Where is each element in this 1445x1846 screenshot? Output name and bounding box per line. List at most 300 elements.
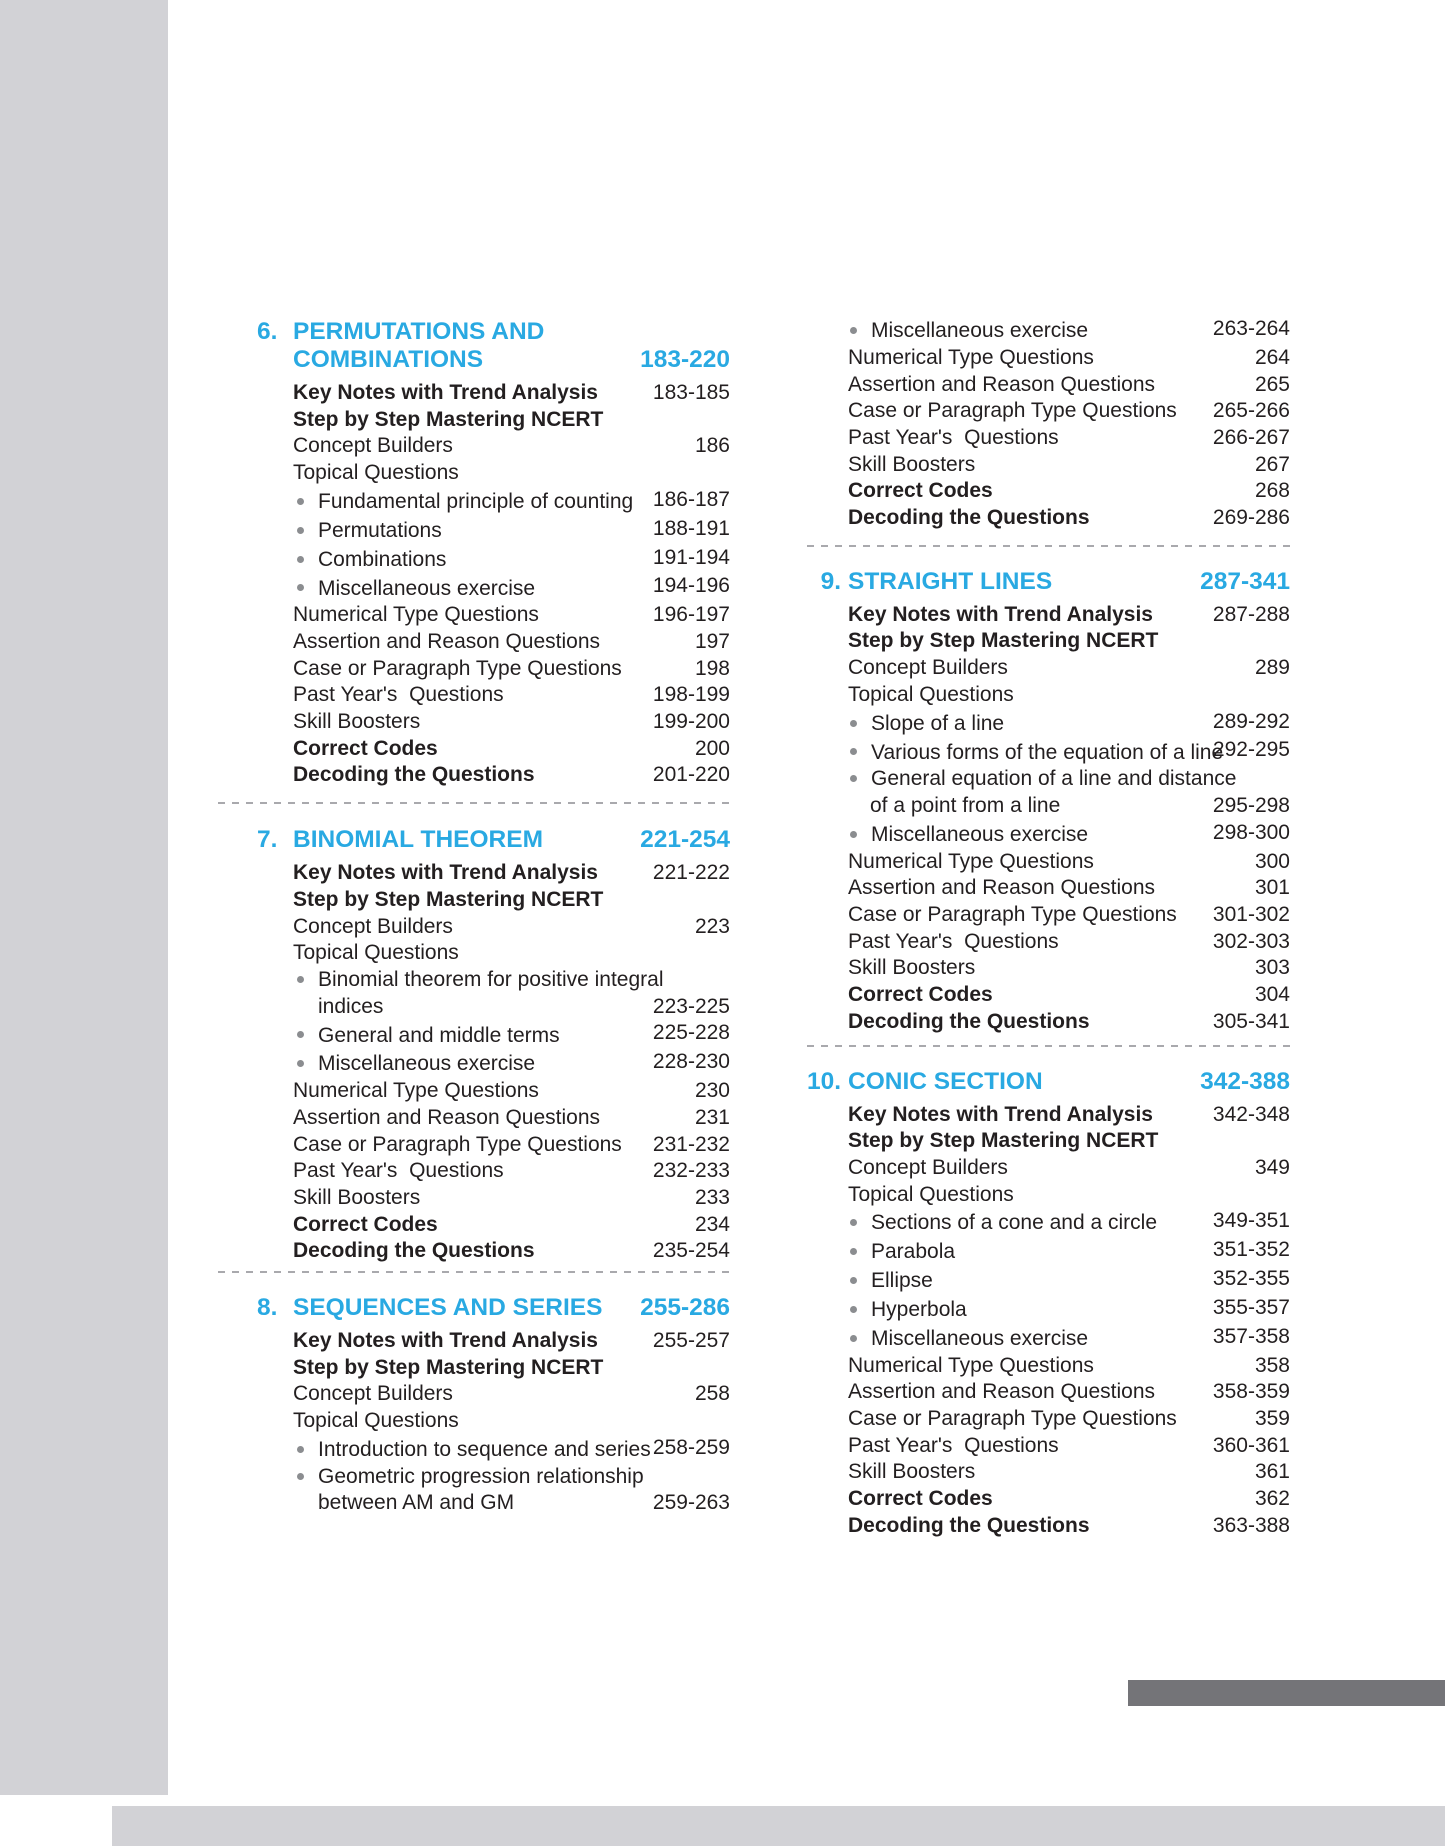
toc-item-label: Past Year's Questions: [848, 425, 1059, 449]
toc-item-label: Miscellaneous exercise: [871, 822, 1089, 846]
bullet-icon: [850, 1219, 857, 1226]
toc-item-pages: 300: [1254, 849, 1290, 873]
column-right: [807, 0, 1290, 1540]
toc-item: [293, 736, 730, 763]
toc-item: [293, 1185, 730, 1212]
section-heading: [807, 1068, 1290, 1096]
section-number: 6.: [257, 318, 278, 345]
toc-item-label-wrap: [850, 822, 1088, 849]
toc-item-pages: 362: [1254, 1487, 1290, 1511]
toc-item: [848, 1155, 1290, 1182]
section-heading: [218, 1294, 730, 1322]
footer-accent-bar: [1128, 1680, 1445, 1706]
toc-item: [848, 849, 1290, 876]
toc-section: [807, 568, 1290, 1036]
toc-item-pages: 234: [694, 1212, 730, 1236]
toc-item-label-wrap: [848, 1433, 1059, 1460]
toc-item-label-wrap: [293, 380, 598, 407]
toc-item-label: Topical Questions: [293, 461, 459, 485]
toc-item: [848, 766, 1290, 793]
toc-item-label: Past Year's Questions: [848, 1433, 1059, 1457]
toc-item-label-wrap: [848, 929, 1059, 956]
toc-item: [848, 1353, 1290, 1380]
toc-item-pages: 258-259: [652, 1435, 730, 1459]
section-items: [218, 860, 730, 1265]
toc-item: [848, 1486, 1290, 1513]
toc-item-label: Numerical Type Questions: [848, 849, 1094, 873]
section-pages: 342-388: [1200, 1067, 1290, 1095]
toc-item-label: Miscellaneous exercise: [318, 1052, 536, 1076]
toc-item-label: Topical Questions: [293, 1409, 459, 1433]
toc-item-pages: 360-361: [1212, 1433, 1290, 1457]
toc-item-pages: 188-191: [652, 516, 730, 540]
toc-item-label-wrap: [293, 1185, 420, 1212]
toc-item-label: Key Notes with Trend Analysis: [293, 381, 598, 404]
toc-item-label: Binomial theorem for positive integral: [318, 967, 664, 991]
toc-item-label-wrap: [293, 656, 622, 683]
toc-item-label: Case or Paragraph Type Questions: [848, 1407, 1177, 1431]
toc-item-label: Numerical Type Questions: [848, 345, 1094, 369]
toc-item: [293, 380, 730, 407]
toc-item-pages: 301-302: [1212, 902, 1290, 926]
section-heading: [807, 568, 1290, 596]
toc-item-label: Skill Boosters: [848, 956, 976, 980]
section-number: 7.: [257, 826, 278, 854]
toc-item-pages: 349-351: [1212, 1209, 1290, 1233]
toc-item-label-wrap: [848, 345, 1094, 372]
toc-item: [293, 762, 730, 789]
toc-item-pages: 303: [1254, 956, 1290, 980]
toc-item-label-wrap: [318, 994, 383, 1021]
toc-item-label-wrap: [850, 1268, 933, 1295]
dashed-separator: [218, 1271, 730, 1273]
toc-item-label-wrap: [848, 902, 1177, 929]
toc-item-label: Decoding the Questions: [293, 1239, 535, 1263]
toc-item: [848, 1513, 1290, 1540]
toc-item-pages: 186: [694, 434, 730, 458]
section-items: [218, 1328, 730, 1517]
toc-item: [848, 1128, 1290, 1155]
toc-item-label: Past Year's Questions: [293, 1159, 504, 1183]
toc-item-label-wrap: [293, 1212, 438, 1239]
toc-item-label-wrap: [848, 602, 1153, 629]
section-heading: [218, 826, 730, 854]
section-title-lines: [293, 318, 730, 374]
toc-item-label: Skill Boosters: [293, 1185, 421, 1209]
toc-item-label-wrap: [848, 628, 1158, 655]
toc-item-pages: 269-286: [1212, 506, 1290, 530]
toc-item-pages: 201-220: [652, 763, 730, 787]
toc-item-label: Key Notes with Trend Analysis: [848, 1102, 1153, 1126]
toc-item-pages: 232-233: [652, 1159, 730, 1183]
toc-item-label: Correct Codes: [293, 1212, 438, 1236]
toc-item-pages: 186-187: [652, 487, 730, 511]
toc-item-pages: 358: [1254, 1353, 1290, 1377]
toc-item-label: Assertion and Reason Questions: [848, 1380, 1156, 1404]
bullet-icon: [297, 1473, 304, 1480]
toc-item-pages: 230: [694, 1079, 730, 1103]
toc-item-pages: 302-303: [1212, 929, 1290, 953]
toc-item-label-wrap: [848, 875, 1155, 902]
toc-item: [848, 929, 1290, 956]
toc-item-label-wrap: [850, 1326, 1088, 1353]
toc-item-pages: 259-263: [652, 1491, 730, 1515]
toc-item-pages: 198-199: [652, 683, 730, 707]
toc-item: [848, 398, 1290, 425]
toc-item: [870, 793, 1290, 820]
toc-section: [807, 1068, 1290, 1540]
toc-item: [293, 629, 730, 656]
toc-item-label-wrap: [848, 655, 1008, 682]
toc-item: [848, 452, 1290, 479]
toc-item-pages: 200: [694, 736, 730, 760]
toc-item: [848, 820, 1290, 849]
toc-item-pages: 265: [1254, 372, 1290, 396]
toc-item-pages: 198: [694, 656, 730, 680]
section-items: [807, 1102, 1290, 1540]
bullet-icon: [850, 831, 857, 838]
toc-item-label: Concept Builders: [848, 1155, 1008, 1179]
toc-item-pages: 351-352: [1212, 1238, 1290, 1262]
toc-item-label: Hyperbola: [871, 1298, 967, 1322]
toc-item: [293, 1049, 730, 1078]
toc-item-label-wrap: [293, 682, 504, 709]
section-title-lines: [293, 826, 730, 854]
toc-item-label: Assertion and Reason Questions: [293, 629, 601, 653]
toc-item-label-wrap: [293, 407, 603, 434]
toc-item-label-wrap: [297, 967, 664, 994]
toc-item: [848, 902, 1290, 929]
toc-item: [848, 1237, 1290, 1266]
toc-item-label-wrap: [293, 1238, 535, 1265]
section-title: BINOMIAL THEOREM: [293, 826, 543, 854]
toc-item: [848, 875, 1290, 902]
section-title-line: [293, 346, 730, 374]
toc-item-label: Case or Paragraph Type Questions: [293, 656, 622, 680]
toc-item: [848, 425, 1290, 452]
toc-item-label: Numerical Type Questions: [293, 603, 539, 627]
toc-item-pages: 357-358: [1212, 1324, 1290, 1348]
bullet-icon: [850, 1335, 857, 1342]
toc-item-label: Past Year's Questions: [848, 929, 1059, 953]
toc-item: [848, 1208, 1290, 1237]
toc-item-label: Miscellaneous exercise: [318, 576, 536, 600]
toc-item-label-wrap: [850, 1210, 1157, 1237]
toc-item-label: Key Notes with Trend Analysis: [848, 602, 1153, 626]
toc-item: [293, 860, 730, 887]
toc-item-pages: 264: [1254, 345, 1290, 369]
toc-item-pages: 361: [1254, 1460, 1290, 1484]
toc-item-label-wrap: [848, 982, 993, 1009]
toc-item-label: Step by Step Mastering NCERT: [848, 629, 1159, 653]
toc-item-label: of a point from a line: [870, 794, 1061, 818]
toc-item-label: Numerical Type Questions: [848, 1353, 1094, 1377]
toc-item-label: Step by Step Mastering NCERT: [293, 887, 604, 911]
toc-item: [293, 940, 730, 967]
toc-item-label: Step by Step Mastering NCERT: [848, 1129, 1159, 1153]
section-items: [218, 380, 730, 789]
bullet-icon: [850, 327, 857, 334]
toc-item-pages: 223: [694, 914, 730, 938]
section-items: [807, 316, 1290, 532]
toc-item-pages: 268: [1254, 479, 1290, 503]
toc-section: [218, 826, 730, 1265]
toc-item-label-wrap: [293, 1408, 459, 1435]
toc-item-label-wrap: [848, 478, 993, 505]
section-number: 9.: [820, 567, 841, 595]
toc-item-label: Skill Boosters: [848, 452, 976, 476]
toc-item-label-wrap: [848, 1486, 993, 1513]
toc-item: [848, 602, 1290, 629]
toc-item: [848, 1379, 1290, 1406]
toc-item-label-wrap: [870, 793, 1060, 820]
toc-item: [293, 1078, 730, 1105]
toc-item-label: Concept Builders: [293, 914, 453, 938]
toc-item-label-wrap: [850, 318, 1088, 345]
section-title: PERMUTATIONS AND: [293, 318, 545, 345]
toc-item-label-wrap: [293, 1078, 539, 1105]
toc-item-label-wrap: [848, 1459, 975, 1486]
section-title: STRAIGHT LINES: [848, 567, 1053, 595]
toc-item: [848, 982, 1290, 1009]
toc-item: [848, 345, 1290, 372]
toc-item: [293, 1435, 730, 1464]
toc-item: [848, 1295, 1290, 1324]
toc-item: [318, 994, 730, 1021]
toc-item-label: Topical Questions: [848, 682, 1014, 706]
toc-item: [848, 1266, 1290, 1295]
toc-item-pages: 228-230: [652, 1050, 730, 1074]
toc-item-label: Slope of a line: [871, 711, 1005, 735]
toc-item-label-wrap: [293, 1328, 598, 1355]
toc-item-label-wrap: [293, 602, 539, 629]
toc-item: [293, 573, 730, 602]
toc-item-label-wrap: [293, 762, 535, 789]
toc-item-pages: 231: [694, 1105, 730, 1129]
section-number: 10.: [806, 1067, 841, 1095]
toc-item-label-wrap: [293, 914, 453, 941]
toc-item-label-wrap: [297, 1023, 560, 1050]
toc-item-label-wrap: [850, 1297, 967, 1324]
section-pages: 221-254: [640, 826, 730, 854]
toc-item-label-wrap: [297, 576, 535, 603]
section-title: COMBINATIONS: [293, 346, 484, 373]
toc-item-label: Permutations: [318, 518, 442, 542]
toc-item: [293, 460, 730, 487]
toc-item: [848, 1406, 1290, 1433]
toc-item-label: Assertion and Reason Questions: [293, 1105, 601, 1129]
toc-item-label-wrap: [848, 452, 975, 479]
toc-item: [848, 737, 1290, 766]
toc-item-label: Step by Step Mastering NCERT: [293, 1355, 604, 1379]
toc-item-label: Topical Questions: [293, 941, 459, 965]
toc-item-pages: 301: [1254, 876, 1290, 900]
toc-item-label-wrap: [293, 1132, 622, 1159]
toc-item: [848, 655, 1290, 682]
toc-item-label-wrap: [293, 1355, 603, 1382]
toc-item-pages: 221-222: [652, 861, 730, 885]
toc-item: [848, 372, 1290, 399]
toc-section: [807, 316, 1290, 532]
toc-item-label: Decoding the Questions: [293, 763, 535, 787]
toc-item-label-wrap: [293, 860, 598, 887]
bullet-icon: [297, 498, 304, 505]
toc-item-pages: 298-300: [1212, 820, 1290, 844]
toc-item: [848, 505, 1290, 532]
toc-item: [293, 407, 730, 434]
toc-item-pages: 267: [1254, 452, 1290, 476]
toc-item-label: indices: [318, 994, 384, 1018]
toc-item-label: General equation of a line and distance: [871, 767, 1237, 791]
toc-item-label: Geometric progression relationship: [318, 1464, 644, 1488]
toc-item: [293, 656, 730, 683]
toc-item-label: Decoding the Questions: [848, 1513, 1090, 1537]
bullet-icon: [297, 1446, 304, 1453]
toc-item: [848, 316, 1290, 345]
left-margin-strip: [0, 0, 168, 1795]
section-number: 8.: [257, 1294, 278, 1322]
toc-item: [848, 682, 1290, 709]
bullet-icon: [850, 720, 857, 727]
toc-item-label: Correct Codes: [848, 1487, 993, 1511]
toc-item: [293, 433, 730, 460]
toc-item: [293, 1381, 730, 1408]
toc-item-label: Combinations: [318, 547, 447, 571]
toc-item-label: Ellipse: [871, 1269, 933, 1293]
toc-item-label: Case or Paragraph Type Questions: [293, 1132, 622, 1156]
toc-item-label: General and middle terms: [318, 1023, 560, 1047]
bullet-icon: [850, 748, 857, 755]
toc-item-pages: 233: [694, 1185, 730, 1209]
toc-item-pages: 191-194: [652, 545, 730, 569]
section-title-line: [293, 318, 730, 346]
bullet-icon: [297, 556, 304, 563]
toc-item-label-wrap: [848, 505, 1090, 532]
toc-item: [848, 709, 1290, 738]
bottom-margin-band: [112, 1806, 1445, 1846]
toc-item: [293, 967, 730, 994]
toc-item-label-wrap: [848, 425, 1059, 452]
toc-item-label-wrap: [848, 1128, 1158, 1155]
toc-item-label-wrap: [297, 1464, 644, 1491]
toc-item-pages: 194-196: [652, 574, 730, 598]
toc-item-label-wrap: [297, 518, 442, 545]
toc-item: [293, 1105, 730, 1132]
toc-item: [293, 914, 730, 941]
toc-item-label: Past Year's Questions: [293, 683, 504, 707]
toc-item: [293, 1464, 730, 1491]
toc-item-label-wrap: [848, 955, 975, 982]
toc-item-label: Correct Codes: [848, 983, 993, 1007]
toc-item-label: Skill Boosters: [293, 710, 421, 734]
toc-item-label: Correct Codes: [293, 736, 438, 760]
toc-item-pages: 197: [694, 629, 730, 653]
toc-item: [293, 1238, 730, 1265]
toc-item-pages: 359: [1254, 1407, 1290, 1431]
toc-item-label-wrap: [848, 1182, 1014, 1209]
toc-item: [848, 1433, 1290, 1460]
bullet-icon: [297, 976, 304, 983]
toc-item-label: Fundamental principle of counting: [318, 489, 634, 513]
toc-item-label-wrap: [293, 433, 453, 460]
toc-item: [293, 1212, 730, 1239]
toc-item-pages: 363-388: [1212, 1513, 1290, 1537]
section-title-lines: [848, 568, 1290, 596]
toc-item-pages: 289-292: [1212, 709, 1290, 733]
toc-item-pages: 225-228: [652, 1021, 730, 1045]
section-title-line: [293, 1294, 730, 1322]
toc-item-pages: 183-185: [652, 381, 730, 404]
bullet-icon: [297, 1031, 304, 1038]
toc-item-label-wrap: [318, 1490, 514, 1517]
toc-item-label: Miscellaneous exercise: [871, 319, 1089, 343]
toc-item-label: Concept Builders: [848, 656, 1008, 680]
toc-item-pages: 266-267: [1212, 425, 1290, 449]
toc-item-label-wrap: [848, 1102, 1153, 1129]
toc-item: [848, 478, 1290, 505]
section-title-line: [293, 826, 730, 854]
toc-item-pages: 231-232: [652, 1132, 730, 1156]
toc-item-label-wrap: [293, 887, 603, 914]
toc-item-pages: 349: [1254, 1155, 1290, 1179]
toc-item-label-wrap: [848, 1009, 1090, 1036]
toc-item-label: Assertion and Reason Questions: [848, 876, 1156, 900]
toc-item-label-wrap: [848, 1513, 1090, 1540]
toc-item-pages: 352-355: [1212, 1267, 1290, 1291]
toc-item: [848, 955, 1290, 982]
section-pages: 255-286: [640, 1294, 730, 1322]
toc-item: [293, 1132, 730, 1159]
toc-item-label: Assertion and Reason Questions: [848, 372, 1156, 396]
toc-item-label: Case or Paragraph Type Questions: [848, 399, 1177, 423]
toc-item: [318, 1490, 730, 1517]
toc-item-label: Concept Builders: [293, 1382, 453, 1406]
toc-item-pages: 255-257: [652, 1329, 730, 1353]
toc-item-pages: 258: [694, 1382, 730, 1406]
toc-item-label: Introduction to sequence and series: [318, 1438, 651, 1461]
toc-item-label: Parabola: [871, 1240, 956, 1264]
bullet-icon: [297, 584, 304, 591]
toc-item-label-wrap: [293, 940, 459, 967]
toc-item: [293, 602, 730, 629]
toc-item-pages: 196-197: [652, 603, 730, 627]
toc-item-pages: 223-225: [652, 994, 730, 1018]
section-title-line: [848, 1068, 1290, 1096]
toc-item-label: Skill Boosters: [848, 1460, 976, 1484]
toc-item-label-wrap: [293, 460, 459, 487]
toc-item: [293, 545, 730, 574]
section-title: CONIC SECTION: [848, 1067, 1043, 1095]
toc-item: [848, 1102, 1290, 1129]
toc-item-label: Topical Questions: [848, 1182, 1014, 1206]
toc-item: [293, 487, 730, 516]
toc-item-label-wrap: [293, 629, 600, 656]
toc-item-pages: 235-254: [652, 1239, 730, 1263]
bullet-icon: [850, 1277, 857, 1284]
toc-item-label-wrap: [848, 1406, 1177, 1433]
toc-item-label: Correct Codes: [848, 479, 993, 503]
toc-item-label-wrap: [848, 849, 1094, 876]
toc-item-label-wrap: [850, 1239, 955, 1266]
toc-item: [293, 1020, 730, 1049]
toc-item-label: Various forms of the equation of a line: [871, 740, 1224, 764]
toc-item-pages: 355-357: [1212, 1295, 1290, 1319]
toc-item-label-wrap: [848, 1353, 1094, 1380]
toc-item-label-wrap: [293, 1105, 600, 1132]
toc-item-pages: 295-298: [1212, 794, 1290, 818]
toc-item-label-wrap: [293, 736, 438, 763]
toc-item: [293, 1408, 730, 1435]
